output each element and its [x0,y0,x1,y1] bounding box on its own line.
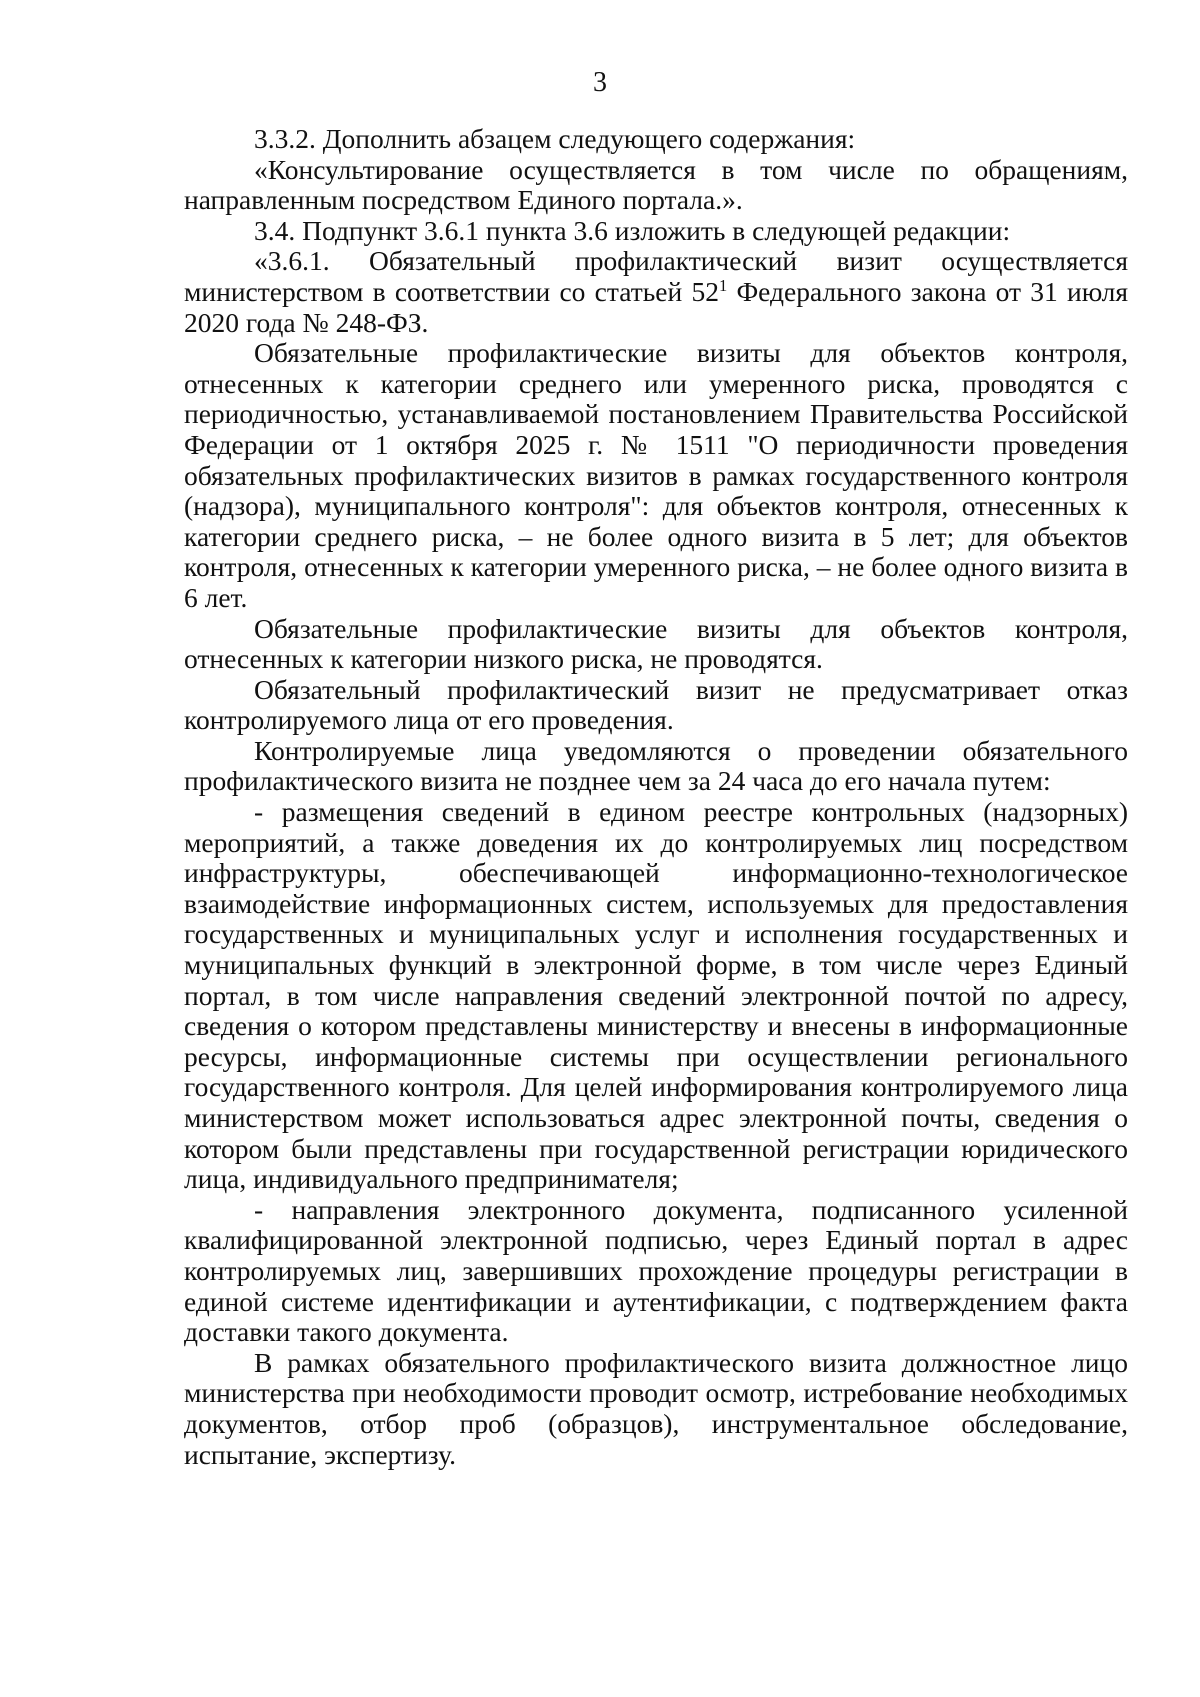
document-body [184,124,1128,1470]
paragraph-visit-actions: В рамках обязательного профилактического визита должностное лицо министерства при необходимости проводит осмотр, истребование необходимых документов, отбор проб (образцов), инструментальное обследование, испытание, экспертизу. [184,1346,1128,1470]
paragraph-3-3-2-heading: 3.3.2. Дополнить абзацем следующего содержания: [254,123,856,154]
paragraph-3-4-heading: 3.4. Подпункт 3.6.1 пункта 3.6 изложить в следующей редакции: [254,214,1011,246]
paragraph-visit-periodicity: Обязательные профилактические визиты для объектов контроля, отнесенных к категории среднего или умеренного риска, проводятся с периодичностью, устанавливаемой постановлением Правительства Российской Федерации от 1 октября 2025 г. № 1511 "О периодичности проведения обязательных профилактических визитов в рамках государственного контроля (надзора), муниципального контроля": для объектов контроля, отнесенных к категории среднего риска, – не более одного визита в 5 лет; для объектов контроля, отнесенных к категории умеренного риска, – не более одного визита в 6 лет. [184,337,1128,613]
paragraph-3-6-1 [184,246,1128,338]
paragraph-notification: Контролируемые лица уведомляются о проведении обязательного профилактического визита не позднее чем за 24 часа до его начала путем: [184,734,1128,797]
paragraph-3-6-1-text-start: «3.6.1. Обязательный профилактический визит осуществляется министерством в соответствии со статьей 52 [184,245,1128,307]
list-item-registry-placement: - размещения сведений в едином реестре контрольных (надзорных) мероприятий, а также доведения их до контролируемых лиц посредством инфраструктуры, обеспечивающей информационно-технологическое взаимодействие информационных систем, используемых для предоставления государственных и муниципальных услуг и исполнения государственных и муниципальных функций в электронной форме, в том числе через Единый портал, в том числе направления сведений электронной почтой по адресу, сведения о котором представлены министерству и внесены в информационные ресурсы, информационные системы при осуществлении регионального государственного контроля. Для целей информирования контролируемого лица министерством может использоваться адрес электронной почты, сведения о котором были представлены при государственной регистрации юридического лица, индивидуального предпринимателя; [184,796,1128,1195]
paragraph-no-refusal: Обязательный профилактический визит не предусматривает отказ контролируемого лица от его проведения. [184,673,1128,736]
superscript-article-index: 1 [718,275,728,295]
list-item-electronic-document: - направления электронного документа, подписанного усиленной квалифицированной электронной подписью, через Единый портал в адрес контролируемых лиц, завершивших прохождение процедуры регистрации в единой системе идентификации и аутентификации, с подтверждением факта доставки такого документа. [184,1193,1128,1348]
page-number: 3 [593,67,607,98]
paragraph-low-risk: Обязательные профилактические визиты для объектов контроля, отнесенных к категории низкого риска, не проводятся. [184,612,1128,675]
paragraph-3-6-1-text-end: Федерального закона от 31 июля 2020 года № 248-ФЗ. [184,275,1128,338]
paragraph-consulting: «Консультирование осуществляется в том числе по обращениям, направленным посредством Единого портала.». [184,153,1128,216]
